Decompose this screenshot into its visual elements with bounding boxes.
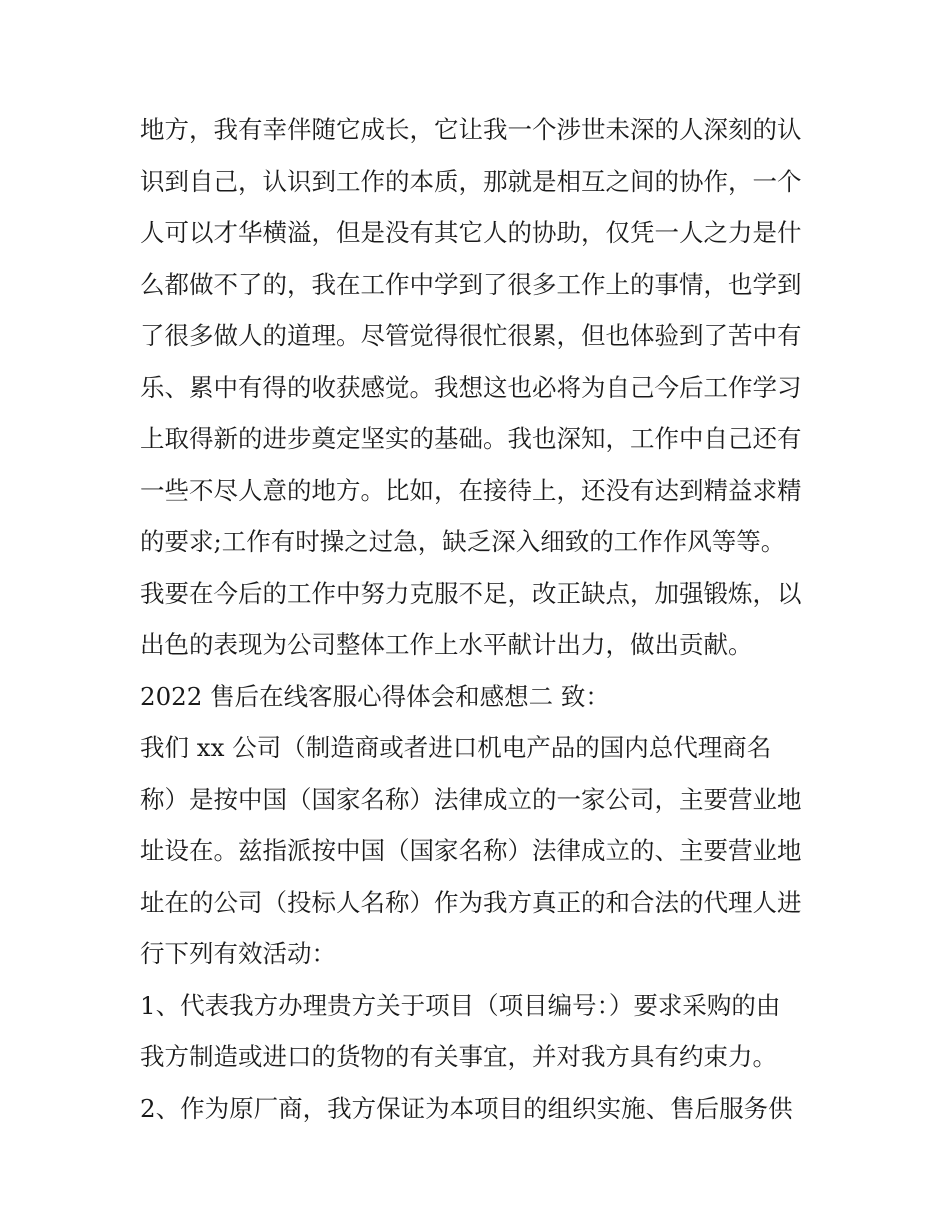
body-text	[140, 108, 820, 1138]
text-line: 识到自己，认识到工作的本质，那就是相互之间的协作，一个	[140, 166, 802, 196]
text-line: 一些不尽人意的地方。比如，在接待上，还没有达到精益求精	[140, 475, 802, 505]
text-line: 行下列有效活动：	[140, 939, 336, 968]
text-line: 人可以才华横溢，但是没有其它人的协助，仅凭一人之力是什	[140, 218, 802, 247]
text-line: 了很多做人的道理。尽管觉得很忙很累，但也体验到了苦中有	[140, 321, 802, 350]
text-line: 乐、累中有得的收获感觉。我想这也必将为自己今后工作学习	[140, 372, 802, 402]
text-line: 地方，我有幸伴随它成长，它让我一个涉世未深的人深刻的认	[140, 115, 802, 144]
text-line: 我要在今后的工作中努力克服不足，改正缺点，加强锻炼，以	[140, 578, 802, 608]
text-line: 址设在。兹指派按中国（国家名称）法律成立的、主要营业地	[140, 836, 802, 865]
section-heading: 2022 售后在线客服心得体会和感想二 致：	[140, 681, 610, 711]
text-line: 么都做不了的，我在工作中学到了很多工作上的事情，也学到	[140, 269, 802, 299]
text-line: 我方制造或进口的货物的有关事宜，并对我方具有约束力。	[140, 1042, 777, 1071]
text-line: 称）是按中国（国家名称）法律成立的一家公司，主要营业地	[140, 784, 802, 814]
text-line: 我们 xx 公司（制造商或者进口机电产品的国内总代理商名	[140, 733, 772, 762]
text-line: 址在的公司（投标人名称）作为我方真正的和合法的代理人进	[140, 887, 802, 917]
list-item: 2、作为原厂商，我方保证为本项目的组织实施、售后服务供	[140, 1093, 793, 1123]
text-line: 出色的表现为公司整体工作上水平献计出力，做出贡献。	[140, 630, 753, 659]
text-line: 上取得新的进步奠定坚实的基础。我也深知，工作中自己还有	[140, 424, 802, 453]
text-line: 的要求;工作有时操之过急，缺乏深入细致的工作作风等等。	[140, 527, 786, 556]
list-item: 1、代表我方办理贵方关于项目（项目编号：）要求采购的由	[140, 990, 781, 1020]
